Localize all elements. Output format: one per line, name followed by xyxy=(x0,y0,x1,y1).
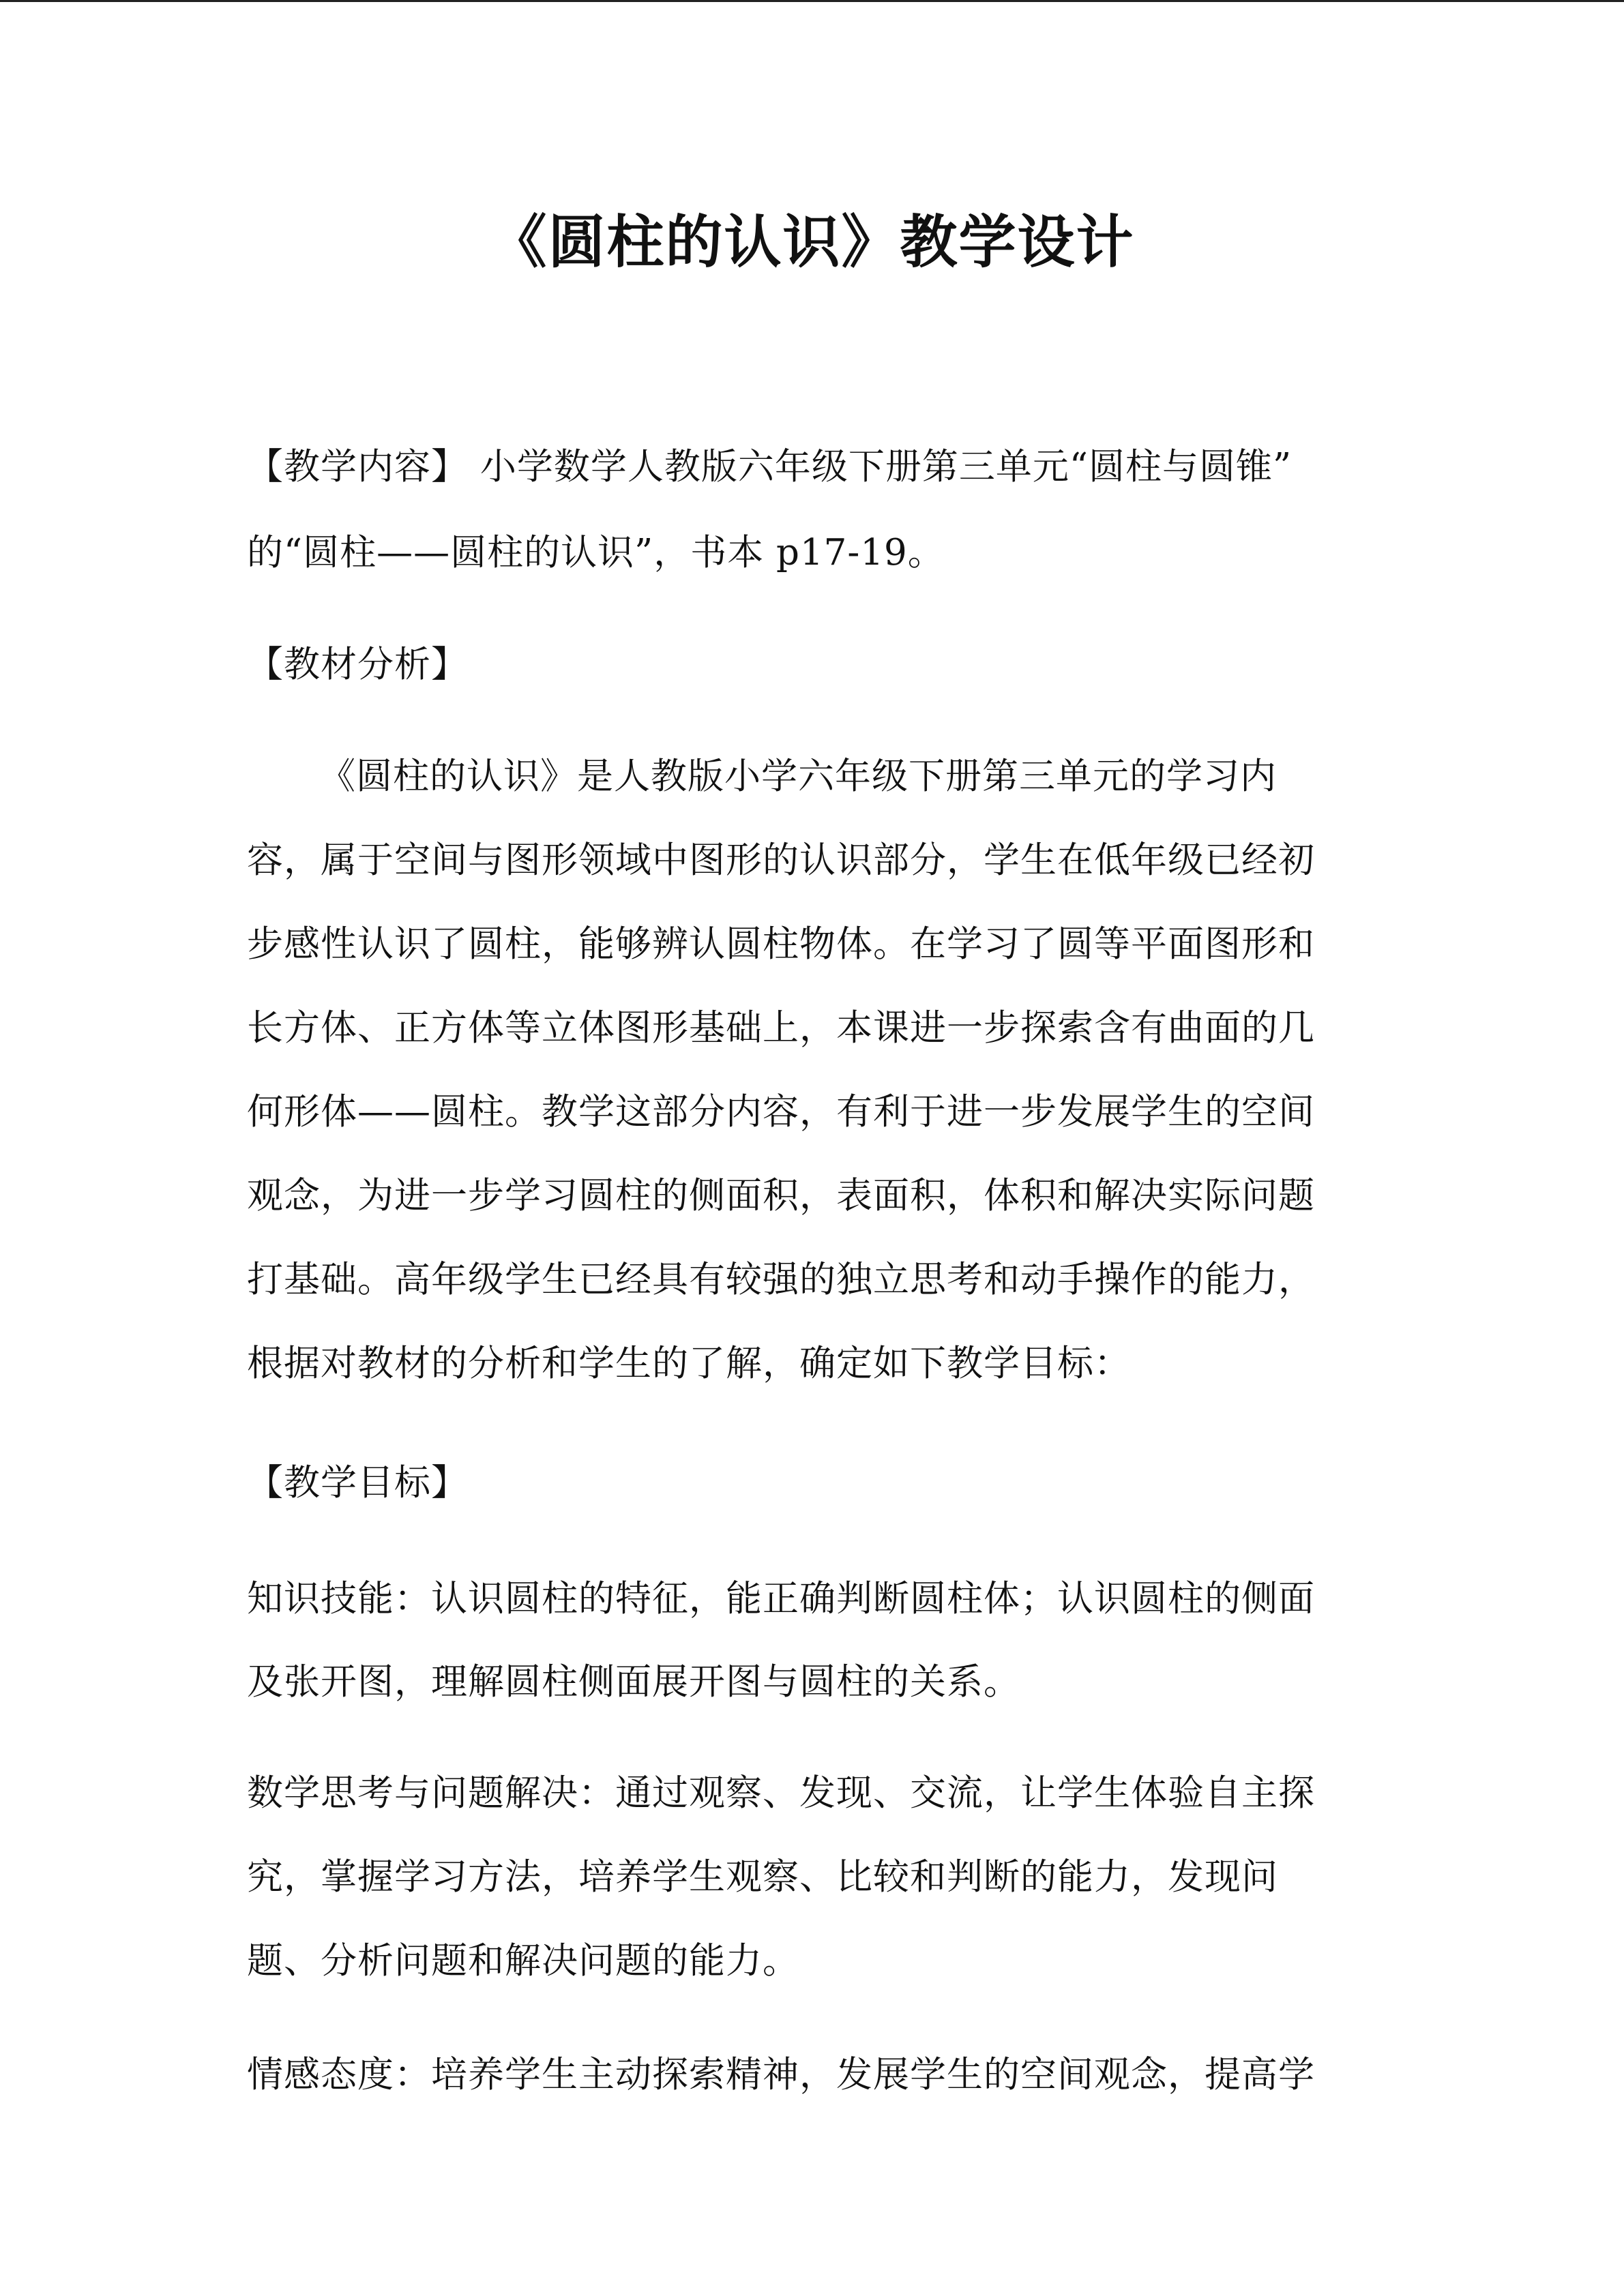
text-line-teaching-content-1: 【教学内容】 小学数学人教版六年级下册第三单元“圆柱与圆锥” xyxy=(247,446,1293,488)
text-line-analysis-4: 长方体、正方体等立体图形基础上，本课进一步探索含有曲面的几 xyxy=(247,1007,1315,1049)
text-line-teaching-content-2: 的“圆柱——圆柱的认识”，书本 p17-19。 xyxy=(247,532,945,573)
text-line-math-thinking-2: 究，掌握学习方法，培养学生观察、比较和判断的能力，发现问 xyxy=(247,1856,1278,1898)
text-line-knowledge-skills-1: 知识技能：认识圆柱的特征，能正确判断圆柱体；认识圆柱的侧面 xyxy=(247,1578,1315,1620)
text-line-analysis-1: 《圆柱的认识》是人教版小学六年级下册第三单元的学习内 xyxy=(319,756,1277,797)
document-title: 《圆柱的认识》教学设计 xyxy=(489,209,1135,275)
heading-material-analysis: 【教材分析】 xyxy=(247,644,468,685)
text-line-analysis-2: 容，属于空间与图形领域中图形的认识部分，学生在低年级已经初 xyxy=(247,839,1315,881)
text-line-analysis-8: 根据对教材的分析和学生的了解，确定如下教学目标： xyxy=(247,1343,1131,1384)
text-line-knowledge-skills-2: 及张开图，理解圆柱侧面展开图与圆柱的关系。 xyxy=(247,1661,1020,1703)
text-line-analysis-5: 何形体——圆柱。教学这部分内容，有利于进一步发展学生的空间 xyxy=(247,1091,1315,1133)
text-line-math-thinking-3: 题、分析问题和解决问题的能力。 xyxy=(247,1940,799,1982)
text-line-math-thinking-1: 数学思考与问题解决：通过观察、发现、交流，让学生体验自主探 xyxy=(247,1772,1315,1814)
text-line-analysis-3: 步感性认识了圆柱，能够辨认圆柱物体。在学习了圆等平面图形和 xyxy=(247,923,1315,965)
heading-teaching-objectives: 【教学目标】 xyxy=(247,1462,468,1504)
text-line-analysis-7: 打基础。高年级学生已经具有较强的独立思考和动手操作的能力， xyxy=(247,1259,1315,1300)
text-line-emotional-attitude-1: 情感态度：培养学生主动探索精神，发展学生的空间观念，提高学 xyxy=(247,2054,1315,2096)
text-line-analysis-6: 观念，为进一步学习圆柱的侧面积，表面积，体积和解决实际问题 xyxy=(247,1175,1315,1217)
